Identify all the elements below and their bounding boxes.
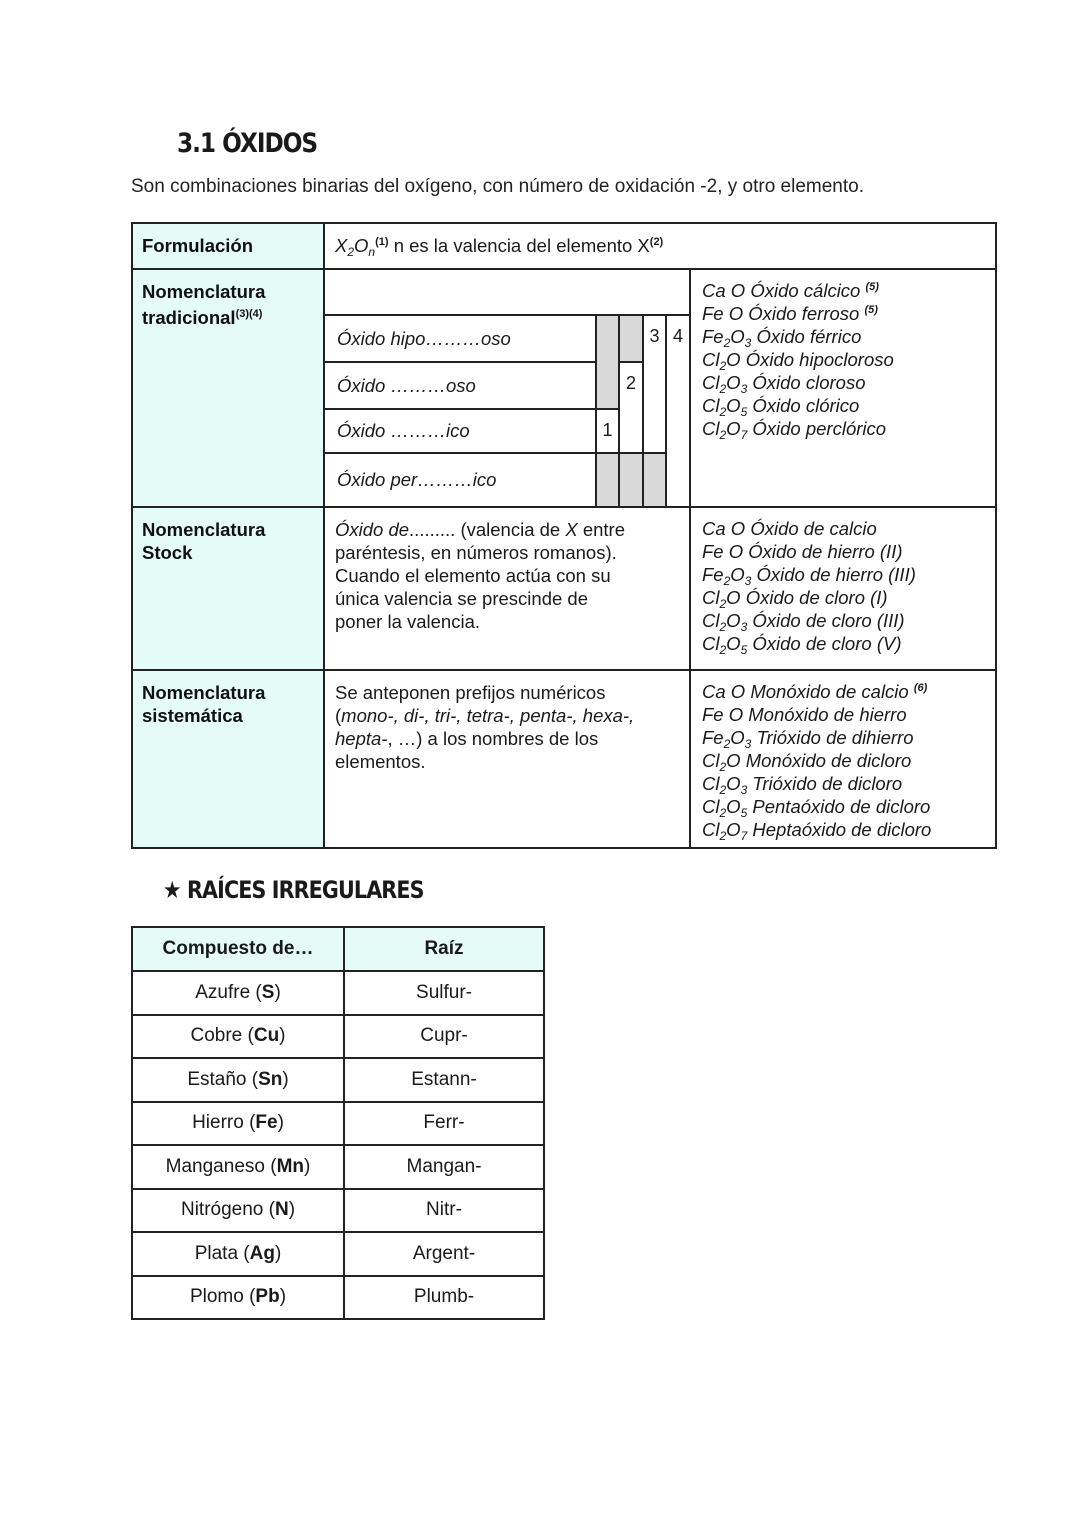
valence-3-label: 3 bbox=[649, 326, 660, 346]
example-formula: Fe O bbox=[702, 541, 744, 562]
stock-label-line2: Stock bbox=[142, 542, 193, 563]
example-line: $Cl_2O_5$ Óxido de cloro (V) bbox=[702, 633, 902, 657]
example-line: $Cl_2O$ Monóxido de dicloro bbox=[702, 750, 912, 774]
tradicional-label-line2: tradicional bbox=[142, 307, 236, 328]
footnote-5: (5) bbox=[865, 281, 879, 293]
formula-sub-n: n bbox=[368, 245, 376, 259]
section-title: 3.1 ÓXIDOS bbox=[177, 128, 318, 159]
pattern-per-ico: Óxido per………ico bbox=[325, 454, 597, 506]
element-cell: Nitrógeno (N) bbox=[132, 1189, 344, 1233]
example-name: Óxido ferroso bbox=[748, 303, 860, 324]
tradicional-label-line1: Nomenclatura bbox=[142, 281, 266, 302]
column-header-compuesto: Compuesto de… bbox=[132, 927, 344, 971]
example-name: Monóxido de hierro bbox=[748, 704, 907, 725]
example-name: Óxido de cloro (III) bbox=[752, 610, 905, 631]
element-name: Manganeso bbox=[165, 1155, 265, 1177]
example-name: Óxido clórico bbox=[752, 395, 860, 416]
stock-desc-text: ......... (valencia de bbox=[409, 519, 566, 540]
example-name: Óxido de hierro (III) bbox=[756, 564, 916, 585]
example-name: Óxido de hierro (II) bbox=[748, 541, 903, 562]
example-name: Óxido cloroso bbox=[752, 372, 866, 393]
example-line: $Cl_2O$ Óxido de cloro (I) bbox=[702, 587, 888, 611]
element-symbol: Fe bbox=[255, 1112, 278, 1134]
example-line: $Cl_2O_5$ Óxido clórico bbox=[702, 395, 860, 419]
example-name: Óxido de calcio bbox=[750, 518, 877, 539]
irregular-roots-heading bbox=[163, 876, 424, 904]
example-formula: Fe O bbox=[702, 704, 744, 725]
example-line: $Cl_2O_7$ Óxido perclórico bbox=[702, 418, 887, 442]
sistematica-label-line2: sistemática bbox=[142, 705, 243, 726]
example-line: $Cl_2O_7$ Heptaóxido de dicloro bbox=[702, 819, 932, 843]
element-name: Azufre bbox=[195, 981, 251, 1003]
example-name: Monóxido de calcio bbox=[750, 681, 909, 702]
valence-grid-gray bbox=[644, 454, 667, 506]
footnote-6: (6) bbox=[913, 682, 928, 694]
root-cell: Estann- bbox=[344, 1058, 544, 1102]
element-symbol: N bbox=[274, 1199, 289, 1221]
table-row bbox=[132, 1015, 544, 1059]
example-formula: Ca O bbox=[702, 681, 746, 702]
example-line: $Fe_2O_3$ Trióxido de dihierro bbox=[702, 727, 914, 751]
sistematica-label bbox=[133, 671, 325, 847]
example-name: Pentaóxido de dicloro bbox=[752, 796, 931, 817]
root-cell: Argent- bbox=[344, 1232, 544, 1276]
tradicional-examples bbox=[691, 270, 997, 508]
element-name: Hierro bbox=[192, 1112, 244, 1134]
formula-sub-2: 2 bbox=[347, 245, 355, 259]
sistematica-desc-end: , …) a los nombres de los elementos. bbox=[335, 728, 599, 772]
footnote-3-4: (3)(4) bbox=[235, 308, 263, 320]
example-name: Heptaóxido de dicloro bbox=[752, 819, 932, 840]
stock-description bbox=[325, 508, 691, 671]
section-intro: Son combinaciones binarias del oxígeno, con número de oxidación -2, y otro elemento. bbox=[131, 176, 864, 197]
example-formula: Ca O bbox=[702, 280, 746, 301]
element-cell: Estaño (Sn) bbox=[132, 1058, 344, 1102]
example-name: Óxido de cloro (I) bbox=[745, 587, 888, 608]
example-line: $Fe_2O_3$ Óxido férrico bbox=[702, 326, 862, 350]
element-cell: Cobre (Cu) bbox=[132, 1015, 344, 1059]
element-symbol: Ag bbox=[249, 1242, 275, 1264]
irregular-roots-table bbox=[131, 926, 545, 1320]
sistematica-desc-start: Se anteponen prefijos numéricos ( bbox=[335, 682, 606, 726]
example-line bbox=[702, 540, 986, 563]
element-cell: Plomo (Pb) bbox=[132, 1276, 344, 1320]
valence-2-label: 2 bbox=[625, 373, 636, 393]
valence-grid-gray bbox=[597, 454, 620, 506]
valence-1-label: 1 bbox=[602, 420, 613, 440]
example-line bbox=[702, 302, 986, 325]
element-symbol: Cu bbox=[253, 1025, 280, 1047]
element-symbol: Pb bbox=[255, 1286, 280, 1308]
example-line: $Cl_2O_5$ Pentaóxido de dicloro bbox=[702, 796, 931, 820]
example-line bbox=[702, 279, 986, 302]
sistematica-label-line1: Nomenclatura bbox=[142, 682, 266, 703]
table-row bbox=[132, 1102, 544, 1146]
example-name: Óxido férrico bbox=[756, 326, 862, 347]
stock-examples bbox=[691, 508, 997, 671]
tradicional-patterns bbox=[325, 270, 691, 508]
example-name: Trióxido de dihierro bbox=[756, 727, 914, 748]
example-line: $Cl_2O_3$ Óxido de cloro (III) bbox=[702, 610, 905, 634]
example-line: $Cl_2O_3$ Óxido cloroso bbox=[702, 372, 866, 396]
formulacion-text: n es la valencia del elemento X bbox=[388, 235, 650, 256]
table-row bbox=[132, 1276, 544, 1320]
table-row bbox=[132, 1232, 544, 1276]
formula-o: O bbox=[354, 235, 369, 256]
example-formula: Ca O bbox=[702, 518, 746, 539]
element-name: Plomo bbox=[189, 1286, 244, 1308]
valence-grid-gray bbox=[620, 454, 644, 506]
valence-3-cell bbox=[644, 316, 667, 454]
stock-desc-tail: entre paréntesis, en números romanos). Cuando el elemento actúa con su única valencia se prescinde de poner la valencia. bbox=[335, 519, 625, 632]
tradicional-label bbox=[133, 270, 325, 508]
example-line: $Fe_2O_3$ Óxido de hierro (III) bbox=[702, 564, 916, 588]
element-symbol: S bbox=[261, 981, 275, 1003]
pattern-ico: Óxido ………ico bbox=[325, 410, 597, 454]
tradicional-blank-header bbox=[325, 270, 689, 316]
footnote-1: (1) bbox=[375, 236, 389, 248]
element-cell: Plata (Ag) bbox=[132, 1232, 344, 1276]
root-cell: Sulfur- bbox=[344, 971, 544, 1015]
stock-desc-x: X bbox=[565, 519, 578, 540]
column-header-raiz: Raíz bbox=[344, 927, 544, 971]
valence-1-cell bbox=[597, 410, 620, 454]
sistematica-examples bbox=[691, 671, 997, 847]
stock-label-line1: Nomenclatura bbox=[142, 519, 266, 540]
sistematica-description bbox=[325, 671, 691, 847]
element-name: Plata bbox=[194, 1242, 239, 1264]
example-name: Óxido hipocloroso bbox=[745, 349, 894, 370]
stock-desc-italic: Óxido de bbox=[335, 519, 410, 540]
example-line bbox=[702, 703, 986, 726]
valence-4-label: 4 bbox=[672, 326, 683, 346]
element-cell: Manganeso (Mn) bbox=[132, 1145, 344, 1189]
star-icon: ★ bbox=[163, 876, 181, 904]
valence-grid-gray bbox=[620, 316, 644, 363]
example-name: Trióxido de dicloro bbox=[752, 773, 903, 794]
valence-2-cell bbox=[620, 363, 644, 454]
element-cell: Hierro (Fe) bbox=[132, 1102, 344, 1146]
valence-4-cell bbox=[667, 316, 689, 506]
formulacion-label-text: Formulación bbox=[142, 235, 254, 256]
root-cell: Ferr- bbox=[344, 1102, 544, 1146]
example-line bbox=[702, 680, 986, 703]
example-name: Óxido perclórico bbox=[752, 418, 887, 439]
example-line: $Cl_2O$ Óxido hipocloroso bbox=[702, 349, 894, 373]
example-line bbox=[702, 517, 986, 540]
pattern-hipo-oso: Óxido hipo………oso bbox=[325, 316, 597, 363]
table-header-row bbox=[132, 927, 544, 971]
table-row bbox=[132, 971, 544, 1015]
example-name: Óxido de cloro (V) bbox=[752, 633, 902, 654]
formulacion-label bbox=[133, 224, 325, 270]
element-symbol: Mn bbox=[276, 1155, 304, 1177]
table-row bbox=[132, 1145, 544, 1189]
root-cell: Nitr- bbox=[344, 1189, 544, 1233]
example-name: Monóxido de dicloro bbox=[745, 750, 912, 771]
root-cell: Cupr- bbox=[344, 1015, 544, 1059]
valence-grid-gray bbox=[597, 316, 620, 410]
footnote-5: (5) bbox=[864, 304, 878, 316]
element-name: Nitrógeno bbox=[180, 1199, 264, 1221]
element-cell: Azufre (S) bbox=[132, 971, 344, 1015]
formulacion-value bbox=[325, 224, 997, 270]
stock-label bbox=[133, 508, 325, 671]
root-cell: Plumb- bbox=[344, 1276, 544, 1320]
sistematica-desc-prefixes: mono-, di-, tri-, tetra-, penta-, hexa-, hepta- bbox=[335, 705, 635, 749]
example-name: Óxido cálcico bbox=[750, 280, 861, 301]
example-line: $Cl_2O_3$ Trióxido de dicloro bbox=[702, 773, 903, 797]
table-row bbox=[132, 1058, 544, 1102]
root-cell: Mangan- bbox=[344, 1145, 544, 1189]
element-name: Estaño bbox=[187, 1068, 247, 1090]
element-symbol: Sn bbox=[258, 1068, 283, 1090]
irregular-roots-title: RAÍCES IRREGULARES bbox=[186, 876, 424, 904]
footnote-2: (2) bbox=[649, 236, 664, 248]
formula-x: X bbox=[335, 235, 348, 256]
example-formula: Fe O bbox=[702, 303, 744, 324]
pattern-oso: Óxido ………oso bbox=[325, 363, 597, 410]
element-name: Cobre bbox=[190, 1025, 243, 1047]
table-row bbox=[132, 1189, 544, 1233]
oxides-table bbox=[131, 222, 997, 849]
